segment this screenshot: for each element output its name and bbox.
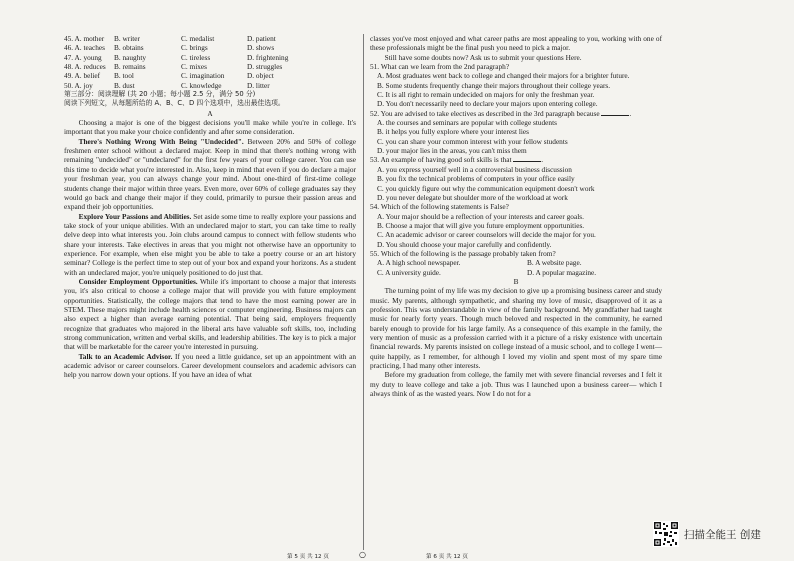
passage-a-intro: Choosing a major is one of the biggest decisions you'll make while you're in college. It's important that you make your choice confidently and after some consideration. (64, 118, 356, 137)
answer-option: C. you quickly figure out why the communication equipment doesn't work (377, 183, 595, 193)
paragraph-text: Set aside some time to really explore your passions and take stock of your unique abilities. With an undeclared major to start, you can take time to really delve deep into what interests you. Join clubs around campus to connect with fellow students who share your interests. Take electives in areas that you might not otherwise have an opportunity to experience. For example, when else might you be able to take a poetry course or an art history seminar? College is the perfect time to step out of your box and expand your horizons. As a student with an undeclared major, you're uniquely positioned to do just that. (64, 211, 356, 277)
passage-label-a: A (207, 108, 213, 118)
passage-a-para-4 (64, 352, 356, 380)
page-number-left: 第 5 页 共 12 页 (287, 554, 329, 560)
option-cell: C. imagination (181, 71, 225, 81)
subheading-advisor: Talk to an Academic Advisor. (78, 351, 173, 361)
answer-option: D. A popular magazine. (527, 267, 597, 277)
section-instruction: 阅读下列短文，从每题所给的 A、B、C、D 四个选项中，选出最佳选项。 (64, 99, 285, 108)
option-cell: D. struggles (247, 62, 283, 72)
section-title: 第三部分：阅读理解 (共 20 小题；每小题 2.5 分，满分 50 分) (64, 90, 256, 99)
subheading-employment: Consider Employment Opportunities. (78, 276, 198, 286)
page-number-right: 第 6 页 共 12 页 (426, 554, 468, 560)
option-cell: B. tool (114, 71, 134, 81)
left-column (64, 34, 356, 380)
option-cell: 47. A. young (64, 52, 102, 62)
question-51 (370, 62, 662, 109)
paragraph-text: If you need a little guidance, set up an appointment with an academic advisor or career counselors. Career development counselors and academic advisors can help you narrow down your options. If you have an idea of what (64, 351, 356, 380)
passage-b-para-2: Before my graduation from college, the family met with severe financial reverses and I felt it my duty to leave college and take a job. Thus was I launched upon a business career— which I always think of as the wasted years. Now I do not for a (370, 370, 662, 399)
answer-option: A. the courses and seminars are popular with college students (377, 118, 557, 128)
options-row (370, 268, 662, 277)
passage-a-continuation: classes you've most enjoyed and what career paths are most appealing to you, working with one of these professionals might be the final push you need to pick a major. (370, 34, 662, 53)
passage-label-b: B (513, 276, 519, 286)
option-cell: 48. A. reduces (64, 62, 106, 72)
option-cell: 45. A. mother (64, 34, 105, 43)
question-stem (370, 109, 662, 118)
question-52 (370, 109, 662, 156)
stem-end: . (629, 108, 632, 118)
option-cell: B. writer (114, 34, 140, 43)
answer-option: D. you never delegate but shoulder more of the workload at work (377, 192, 568, 202)
answer-option: C. It is all right to remain undecided on majors for only the freshman year. (377, 90, 595, 100)
scanner-watermark: 扫描全能王 创建 (684, 529, 761, 541)
passage-b-para-1: The turning point of my life was my decision to give up a promising business career and study music. My parents, although sympathetic, and sharing my love of music, disapproved of it as a profession. This was understandable in view of the family background. My grandfather had taught music for nearly forty years. Though much beloved and respected in the community, he earned barely enough to provide for his large family. As a consequence of this example in the family, the very mention of music as a profession carried with it a picture of a risky existence with uncertain financial rewards. My parents insisted on college instead of a music school, and to college I went—quite happily, as I remember, for although I loved my violin and spent most of my spare time practicing, I had many other interests. (370, 286, 662, 371)
answer-option: C. A university guide. (377, 267, 441, 277)
option-cell: C. tireless (181, 52, 211, 62)
option-cell: B. naughty (114, 52, 147, 62)
answer-option: D. You should choose your major carefully and confidently. (377, 239, 552, 249)
paragraph-text: While it's important to choose a major that interests you, it's also critical to choose a college major that will provide you with future employment opportunities. Statistically, the college majors that tend to have the most earning power are in STEM. These majors might include health sciences or computer engineering. Business majors can also expect a higher than average earning potential. That being said, employers frequently recognize that graduates who majored in the liberal arts have valuable soft skills, too, including strong communication, written and verbal skills, and leadership abilities. The key is to pick a major that will be marketable for the career you're interested in pursuing. (64, 276, 356, 352)
option-cell: D. shows (247, 43, 275, 53)
question-stem: 54. Which of the following statements is False? (370, 202, 509, 212)
subheading-explore: Explore Your Passions and Abilities. (78, 211, 192, 221)
option-cell: C. knowledge (181, 80, 222, 90)
paragraph-text: Between 20% and 50% of college freshmen enter school without a declared major. Keep in mind that there's nothing wrong with remaining "undecided" or "undeclared" for the first few years of your college career. You can use this time to decide what you're interested in. Also, keep in mind that even if you do declare a major your freshman year, you can always change your mind. About one-third of first-time college students change their major within three years. Even more, over 60% of college graduates say they would go back and change their major if they could, primarily to pursue their passion areas and expand their job opportunities. (64, 136, 356, 212)
answer-option: C. An academic advisor or career counselors will decide the major for you. (377, 230, 596, 240)
option-cell: B. remains (114, 62, 146, 72)
question-stem: 51. What can we learn from the 2nd paragraph? (370, 62, 510, 72)
answer-option: A. A high school newspaper. (377, 258, 461, 268)
question-53 (370, 155, 662, 202)
options-row (370, 258, 662, 267)
question-54 (370, 202, 662, 249)
option-cell: C. medalist (181, 34, 215, 43)
passage-a-closing: Still have some doubts now? Ask us to submit your questions Here. (384, 52, 582, 62)
stem-end: . (541, 155, 544, 165)
question-stem: 55. Which of the following is the passage probably taken from? (370, 248, 556, 258)
cloze-options (64, 34, 356, 90)
option-cell: 49. A. belief (64, 71, 101, 81)
options-row-45 (64, 34, 356, 43)
answer-blank (601, 108, 632, 118)
answer-option: C. you can share your common interest with your fellow students (377, 136, 568, 146)
option-cell: C. brings (181, 43, 208, 53)
answer-option: B. A website page. (527, 258, 582, 268)
answer-option: A. Most graduates went back to college and changed their majors for a brighter future. (377, 71, 630, 81)
passage-a-para-1 (64, 137, 356, 212)
options-row-50 (64, 81, 356, 90)
option-cell: D. frightening (247, 52, 289, 62)
qr-code-icon (653, 521, 679, 547)
option-cell: D. object (247, 71, 274, 81)
option-cell: D. litter (247, 80, 270, 90)
answer-option: B. Some students frequently change their majors throughout their college years. (377, 80, 611, 90)
answer-option: A. Your major should be a reflection of your interests and career goals. (377, 211, 584, 221)
option-cell: B. dust (114, 80, 135, 90)
stem-text: 52. You are advised to take electives as described in the 3rd paragraph because (370, 108, 600, 118)
options-row-46 (64, 43, 356, 52)
answer-option: B. Choose a major that will give you future employment opportunities. (377, 220, 585, 230)
passage-a-para-2 (64, 212, 356, 277)
options-row-49 (64, 71, 356, 80)
answer-option: B. it helps you fully explore where your interest lies (377, 127, 529, 137)
option-cell: D. patient (247, 34, 276, 43)
option-cell: B. obtains (114, 43, 144, 53)
option-cell: 50. A. joy (64, 80, 93, 90)
question-55 (370, 249, 662, 277)
option-cell: C. mixes (181, 62, 207, 72)
options-row-48 (64, 62, 356, 71)
binding-hole-mark: ○ (359, 550, 366, 559)
subheading-undecided: There's Nothing Wrong With Being "Undecided". (78, 136, 244, 146)
option-cell: 46. A. teaches (64, 43, 105, 53)
answer-option: B. you fix the technical problems of computers in your office easily (377, 174, 575, 184)
stem-text: 53. An example of having good soft skills is that (370, 155, 512, 165)
answer-option: A. you express yourself well in a controversial business discussion (377, 164, 572, 174)
answer-option: D. your major lies in the areas, you can't miss them (377, 146, 527, 156)
answer-option: D. You don't necessarily need to declare your majors upon entering college. (377, 99, 598, 109)
column-divider (363, 34, 364, 550)
answer-blank (513, 155, 544, 165)
question-stem (370, 155, 662, 164)
passage-a-para-3 (64, 277, 356, 352)
options-row-47 (64, 53, 356, 62)
right-column (370, 34, 662, 398)
